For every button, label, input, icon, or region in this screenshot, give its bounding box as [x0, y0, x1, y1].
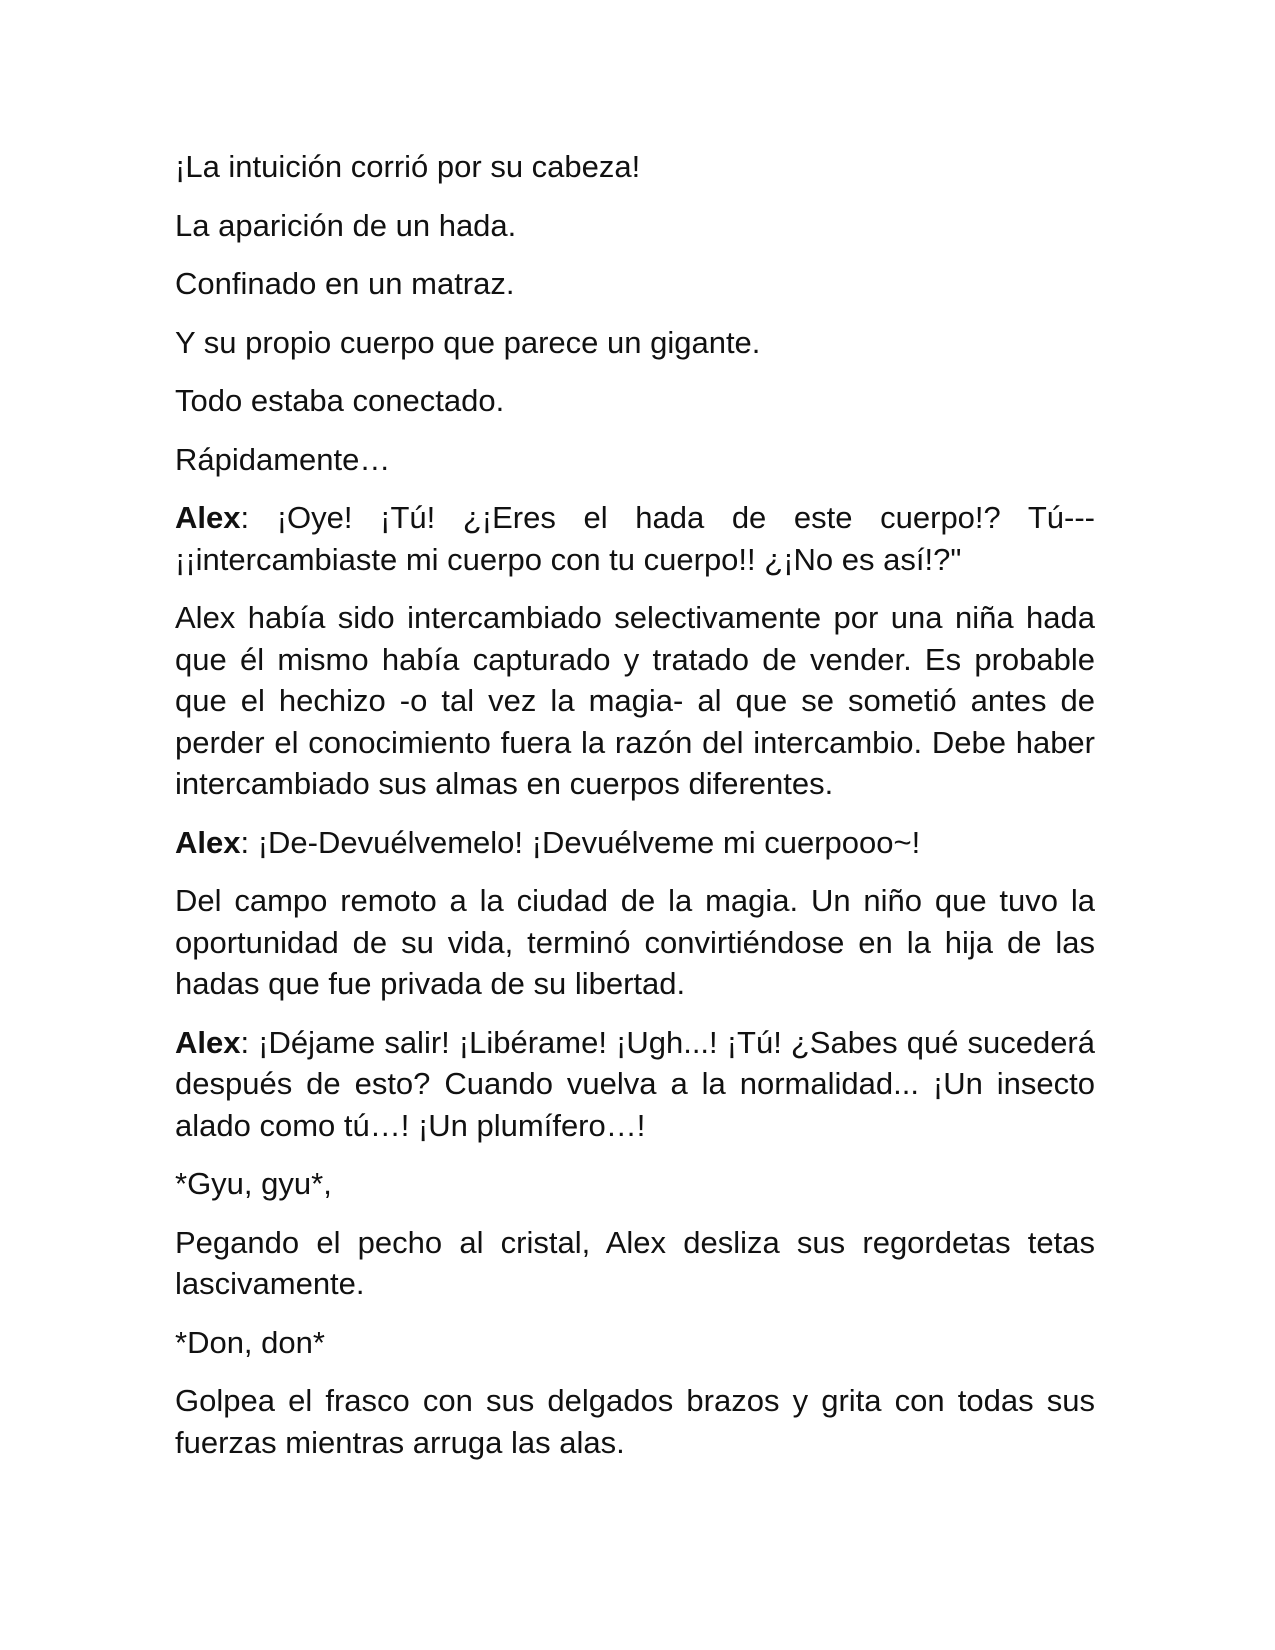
paragraph: [175, 322, 1095, 364]
dialogue-text: : ¡Déjame salir! ¡Libérame! ¡Ugh...! ¡Tú! ¿Sabes qué sucederá después de esto? Cuando vuelva a la normalidad... ¡Un insecto alado como tú…! ¡Un plumífero…!: [175, 1024, 1095, 1143]
paragraph: [175, 263, 1095, 305]
speaker-name: Alex: [175, 1024, 241, 1060]
paragraph-text: Confinado en un matraz.: [175, 266, 515, 301]
paragraph-text: *Don, don*: [175, 1324, 325, 1360]
paragraph-text: Rápidamente…: [175, 441, 391, 477]
paragraph: [175, 1380, 1095, 1463]
paragraph: [175, 205, 1095, 247]
dialogue-paragraph: [175, 822, 1095, 864]
speaker-name: Alex: [175, 500, 241, 535]
paragraph-text: Todo estaba conectado.: [175, 383, 505, 418]
document-page: [175, 146, 1095, 1480]
speaker-name: Alex: [175, 824, 241, 860]
dialogue-paragraph: [175, 1022, 1095, 1147]
paragraph-text: *Gyu, gyu*,: [175, 1166, 332, 1201]
dialogue-text: : ¡Oye! ¡Tú! ¿¡Eres el hada de este cuerpo!? Tú---¡¡intercambiaste mi cuerpo con tu cuerpo!! ¿¡No es así!?": [175, 500, 1095, 577]
dialogue-paragraph: [175, 497, 1095, 580]
dialogue-text: : ¡De-Devuélvemelo! ¡Devuélveme mi cuerpooo~!: [240, 824, 921, 860]
paragraph-text: ¡La intuición corrió por su cabeza!: [175, 149, 641, 184]
paragraph-text: Pegando el pecho al cristal, Alex desliza sus regordetas tetas lascivamente.: [175, 1224, 1095, 1301]
paragraph-text: Alex había sido intercambiado selectivamente por una niña hada que él mismo había capturado y tratado de vender. Es probable que el hechizo -o tal vez la magia- al que se sometió antes de perder el conocimiento fuera la razón del intercambio. Debe haber intercambiado sus almas en cuerpos diferentes.: [175, 600, 1095, 801]
paragraph: [175, 1222, 1095, 1305]
paragraph: [175, 146, 1095, 188]
paragraph: [175, 597, 1095, 805]
paragraph: [175, 1163, 1095, 1205]
paragraph: [175, 380, 1095, 422]
paragraph-text: Golpea el frasco con sus delgados brazos y grita con todas sus fuerzas mientras arruga las alas.: [175, 1383, 1095, 1460]
paragraph: [175, 1322, 1095, 1364]
paragraph: [175, 880, 1095, 1005]
paragraph: [175, 439, 1095, 481]
paragraph-text: Del campo remoto a la ciudad de la magia. Un niño que tuvo la oportunidad de su vida, terminó convirtiéndose en la hija de las hadas que fue privada de su libertad.: [175, 883, 1095, 1001]
paragraph-text: La aparición de un hada.: [175, 207, 517, 243]
paragraph-text: Y su propio cuerpo que parece un gigante.: [175, 324, 761, 360]
